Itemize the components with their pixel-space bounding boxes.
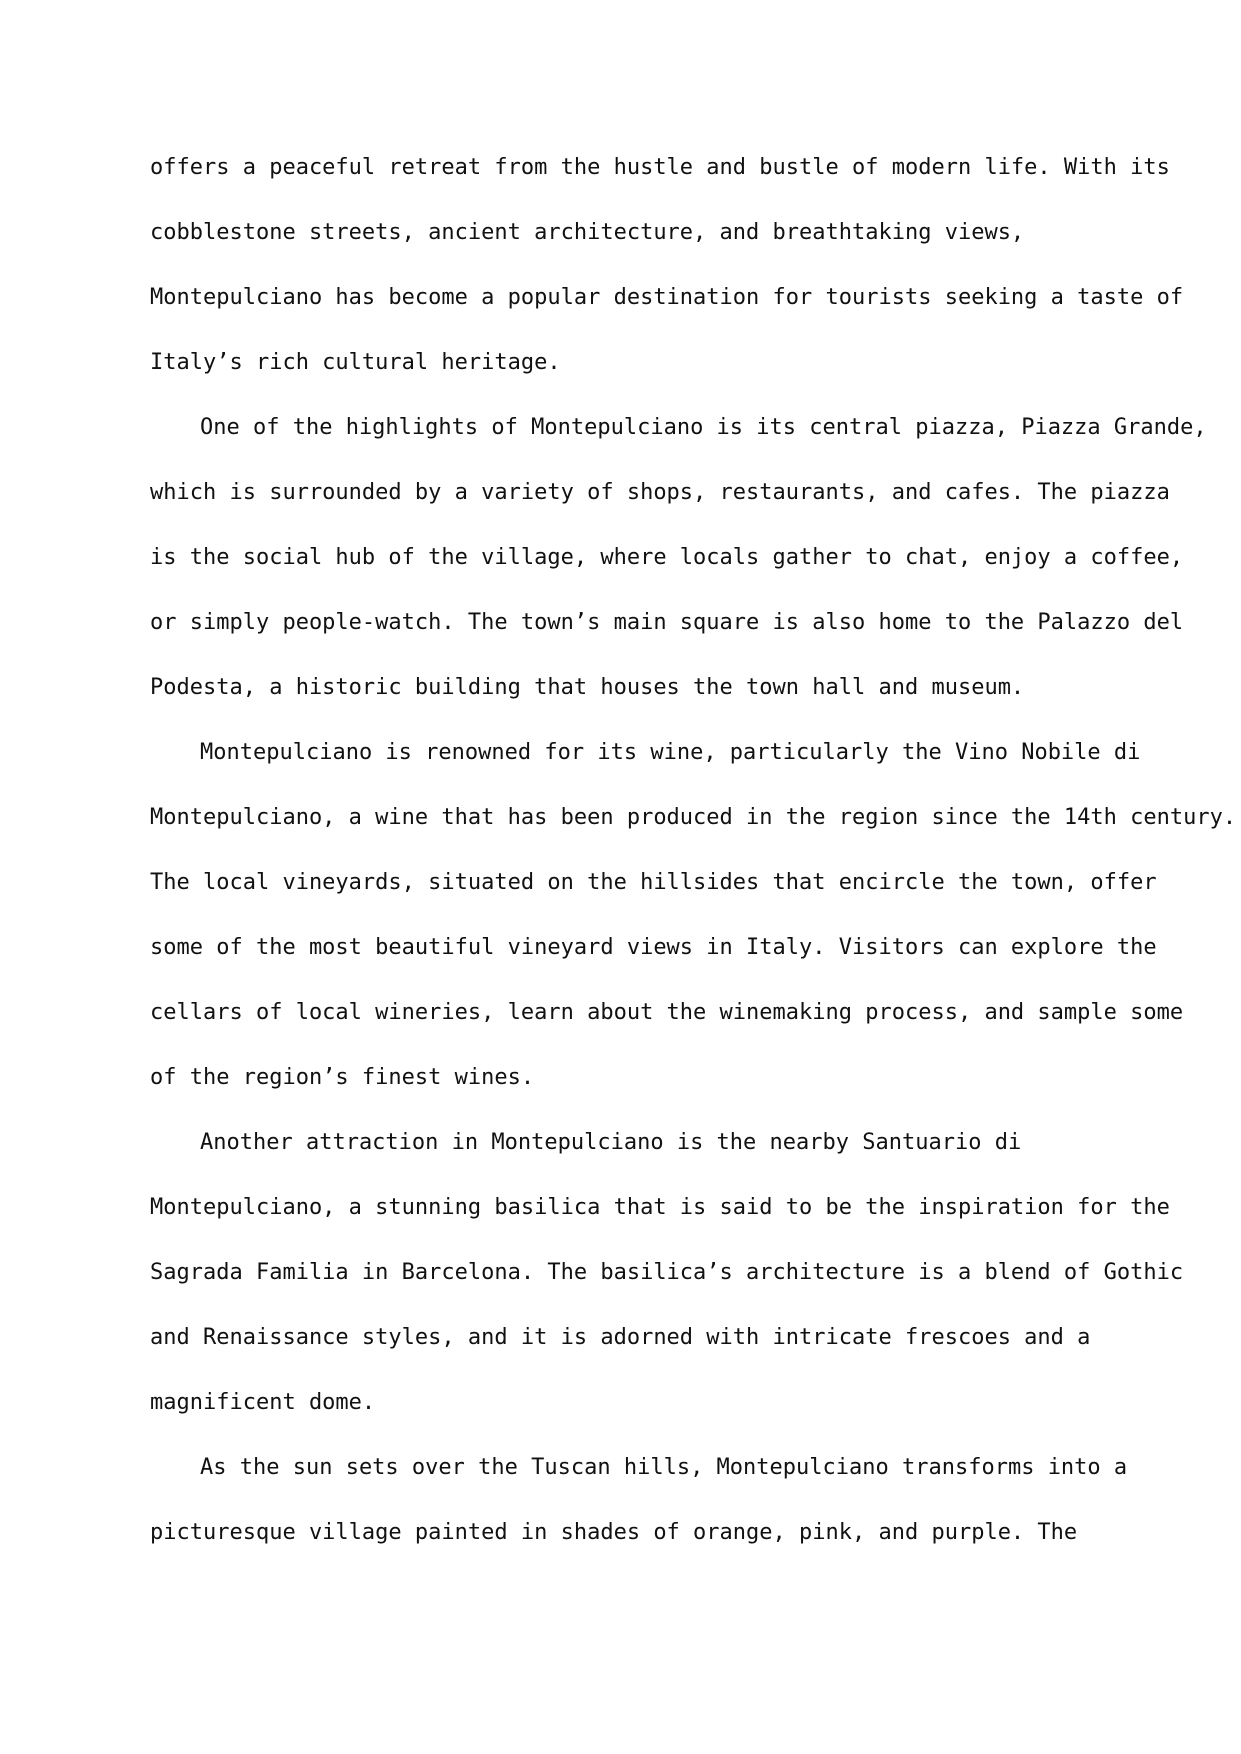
text-line: which is surrounded by a variety of shops, restaurants, and cafes. The piazza [150, 480, 1170, 505]
text-line: Another attraction in Montepulciano is the nearby Santuario di [200, 1130, 1022, 1155]
text-line: cobblestone streets, ancient architecture, and breathtaking views, [150, 220, 1025, 245]
body-text [150, 135, 1237, 1565]
paragraph [150, 135, 1184, 395]
text-line: Montepulciano, a stunning basilica that is said to be the inspiration for the [150, 1195, 1170, 1220]
text-line: Italy’s rich cultural heritage. [150, 350, 561, 375]
text-line: Podesta, a historic building that houses the town hall and museum. [150, 675, 1025, 700]
text-line: picturesque village painted in shades of orange, pink, and purple. The [150, 1520, 1078, 1545]
paragraph [150, 1435, 1128, 1565]
text-line: Sagrada Familia in Barcelona. The basilica’s architecture is a blend of Gothic [150, 1260, 1184, 1285]
paragraph [150, 395, 1207, 720]
paragraph [150, 1110, 1184, 1435]
text-line: One of the highlights of Montepulciano is its central piazza, Piazza Grande, [200, 415, 1207, 440]
text-line: magnificent dome. [150, 1390, 376, 1415]
text-line: Montepulciano is renowned for its wine, particularly the Vino Nobile di [200, 740, 1141, 765]
text-line: and Renaissance styles, and it is adorned with intricate frescoes and a [150, 1325, 1091, 1350]
text-line: The local vineyards, situated on the hillsides that encircle the town, offer [150, 870, 1157, 895]
text-line: of the region’s finest wines. [150, 1065, 535, 1090]
text-line: Montepulciano, a wine that has been produced in the region since the 14th century. [150, 805, 1237, 830]
paragraph [150, 720, 1237, 1110]
text-line: offers a peaceful retreat from the hustle and bustle of modern life. With its [150, 155, 1170, 180]
text-line: Montepulciano has become a popular destination for tourists seeking a taste of [150, 285, 1184, 310]
text-line: As the sun sets over the Tuscan hills, Montepulciano transforms into a [200, 1455, 1128, 1480]
text-line: or simply people-watch. The town’s main square is also home to the Palazzo del [150, 610, 1184, 635]
text-line: some of the most beautiful vineyard views in Italy. Visitors can explore the [150, 935, 1157, 960]
text-line: is the social hub of the village, where locals gather to chat, enjoy a coffee, [150, 545, 1184, 570]
text-line: cellars of local wineries, learn about the winemaking process, and sample some [150, 1000, 1184, 1025]
